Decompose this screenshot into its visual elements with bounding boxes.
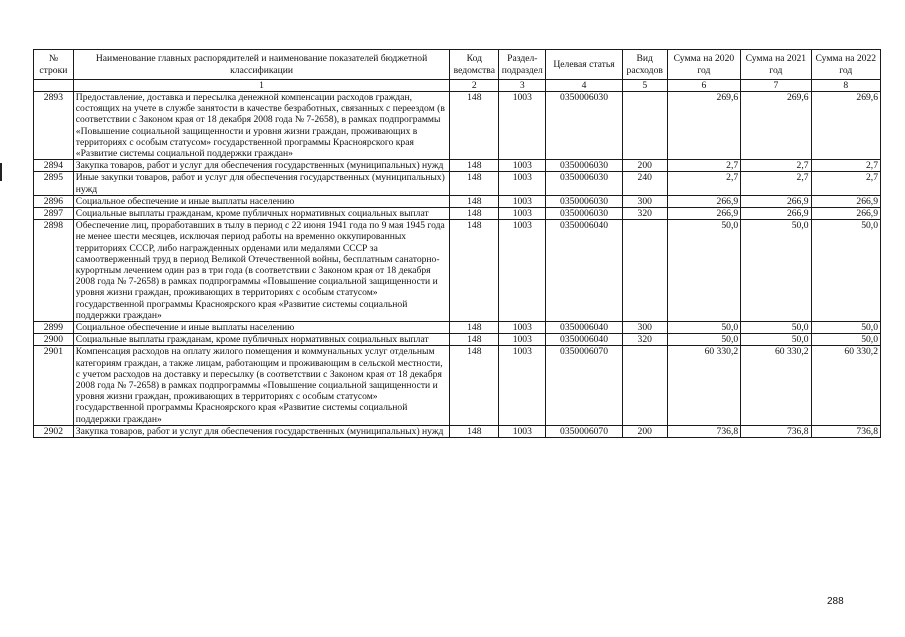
row-name: Закупка товаров, работ и услуг для обеспечения государственных (муниципальных) нужд <box>73 425 450 437</box>
row-target: 0350006070 <box>546 346 623 425</box>
column-number <box>34 80 74 92</box>
row-sum-2021: 266,9 <box>741 195 811 207</box>
row-sum-2021: 266,9 <box>741 208 811 220</box>
row-number: 2894 <box>34 160 74 172</box>
row-target: 0350006030 <box>546 172 623 195</box>
row-sum-2022: 2,7 <box>811 172 880 195</box>
table-row <box>34 322 881 334</box>
row-name: Обеспечение лиц, проработавших в тылу в период с 22 июня 1941 года по 9 мая 1945 года не менее шести месяцев, исключая период работы на временно оккупированных территориях СССР, либо награжденных орденами или медалями СССР за самоотверженный труд в период Великой Отечественной войны, бесплатным санаторно-курортным лечением один раз в три года (в соответствии с Законом края от 18 декабря 2008 года № 7-2658) в рамках подпрограммы «Повышение социальной защищенности и уровня жизни граждан, проживающих в территориях с особым статусом» государственной программы Красноярского края «Развитие системы социальной поддержки граждан» <box>73 220 450 322</box>
column-number: 8 <box>811 80 880 92</box>
row-section: 1003 <box>499 334 546 346</box>
row-number: 2898 <box>34 220 74 322</box>
row-target: 0350006030 <box>546 208 623 220</box>
row-target: 0350006040 <box>546 322 623 334</box>
row-name: Иные закупки товаров, работ и услуг для обеспечения государственных (муниципальных) нужд <box>73 172 450 195</box>
header-dept: Код ведомства <box>450 50 499 80</box>
row-dept: 148 <box>450 172 499 195</box>
row-type: 320 <box>622 208 667 220</box>
row-type: 240 <box>622 172 667 195</box>
row-dept: 148 <box>450 195 499 207</box>
row-section: 1003 <box>499 208 546 220</box>
column-number: 4 <box>546 80 623 92</box>
margin-mark <box>0 163 2 181</box>
row-number: 2900 <box>34 334 74 346</box>
row-type: 300 <box>622 322 667 334</box>
row-dept: 148 <box>450 334 499 346</box>
row-target: 0350006030 <box>546 195 623 207</box>
row-sum-2021: 2,7 <box>741 172 811 195</box>
table-row <box>34 208 881 220</box>
row-target: 0350006040 <box>546 220 623 322</box>
column-number: 1 <box>73 80 450 92</box>
row-type: 200 <box>622 425 667 437</box>
table-row <box>34 346 881 425</box>
row-sum-2022: 269,6 <box>811 92 880 160</box>
column-number: 6 <box>667 80 740 92</box>
row-number: 2901 <box>34 346 74 425</box>
row-sum-2021: 2,7 <box>741 160 811 172</box>
row-name: Социальное обеспечение и иные выплаты населению <box>73 322 450 334</box>
header-type: Вид расходов <box>622 50 667 80</box>
row-type: 320 <box>622 334 667 346</box>
row-sum-2021: 60 330,2 <box>741 346 811 425</box>
table-row <box>34 160 881 172</box>
row-name: Социальные выплаты гражданам, кроме публичных нормативных социальных выплат <box>73 208 450 220</box>
column-number: 7 <box>741 80 811 92</box>
row-type: 300 <box>622 195 667 207</box>
header-row-no: № строки <box>34 50 74 80</box>
row-sum-2020: 50,0 <box>667 220 740 322</box>
table-row <box>34 195 881 207</box>
row-name: Компенсация расходов на оплату жилого помещения и коммунальных услуг отдельным категориям граждан, а также лицам, работающим и проживающим в сельской местности, с учетом расходов на доставку и пересылку (в соответствии с Законом края от 18 декабря 2008 года № 7-2658) в рамках подпрограммы «Повышение социальной защищенности и уровня жизни граждан, проживающих в территориях с особым статусом» государственной программы Красноярского края «Развитие системы социальной поддержки граждан» <box>73 346 450 425</box>
row-dept: 148 <box>450 425 499 437</box>
row-sum-2022: 50,0 <box>811 322 880 334</box>
row-section: 1003 <box>499 92 546 160</box>
header-target: Целевая статья <box>546 50 623 80</box>
row-sum-2020: 736,8 <box>667 425 740 437</box>
row-sum-2020: 266,9 <box>667 195 740 207</box>
header-name: Наименование главных распорядителей и наименование показателей бюджетной классификации <box>73 50 450 80</box>
row-number: 2899 <box>34 322 74 334</box>
row-dept: 148 <box>450 220 499 322</box>
row-target: 0350006040 <box>546 334 623 346</box>
row-sum-2022: 266,9 <box>811 208 880 220</box>
row-type <box>622 346 667 425</box>
row-target: 0350006030 <box>546 160 623 172</box>
table-row <box>34 172 881 195</box>
header-2022: Сумма на 2022 год <box>811 50 880 80</box>
row-sum-2020: 2,7 <box>667 160 740 172</box>
row-section: 1003 <box>499 160 546 172</box>
row-sum-2020: 269,6 <box>667 92 740 160</box>
row-type <box>622 92 667 160</box>
row-number: 2897 <box>34 208 74 220</box>
row-number: 2893 <box>34 92 74 160</box>
row-dept: 148 <box>450 160 499 172</box>
page-number: 288 <box>827 596 844 607</box>
row-name: Закупка товаров, работ и услуг для обеспечения государственных (муниципальных) нужд <box>73 160 450 172</box>
row-type <box>622 220 667 322</box>
row-number: 2895 <box>34 172 74 195</box>
table-row <box>34 220 881 322</box>
row-section: 1003 <box>499 172 546 195</box>
row-sum-2022: 50,0 <box>811 334 880 346</box>
row-number: 2902 <box>34 425 74 437</box>
row-dept: 148 <box>450 346 499 425</box>
row-section: 1003 <box>499 220 546 322</box>
row-sum-2021: 50,0 <box>741 322 811 334</box>
row-section: 1003 <box>499 425 546 437</box>
row-target: 0350006070 <box>546 425 623 437</box>
row-dept: 148 <box>450 322 499 334</box>
row-section: 1003 <box>499 195 546 207</box>
row-section: 1003 <box>499 346 546 425</box>
header-section: Раздел-подраздел <box>499 50 546 80</box>
table-row <box>34 92 881 160</box>
row-sum-2022: 266,9 <box>811 195 880 207</box>
row-target: 0350006030 <box>546 92 623 160</box>
row-sum-2022: 50,0 <box>811 220 880 322</box>
row-dept: 148 <box>450 92 499 160</box>
row-dept: 148 <box>450 208 499 220</box>
row-sum-2020: 60 330,2 <box>667 346 740 425</box>
row-sum-2022: 2,7 <box>811 160 880 172</box>
table-row <box>34 425 881 437</box>
table-row <box>34 334 881 346</box>
budget-table <box>33 49 881 438</box>
column-number: 5 <box>622 80 667 92</box>
row-type: 200 <box>622 160 667 172</box>
row-sum-2021: 50,0 <box>741 334 811 346</box>
row-sum-2020: 50,0 <box>667 322 740 334</box>
row-name: Социальные выплаты гражданам, кроме публичных нормативных социальных выплат <box>73 334 450 346</box>
row-sum-2021: 50,0 <box>741 220 811 322</box>
row-sum-2022: 736,8 <box>811 425 880 437</box>
column-number-row <box>34 80 881 92</box>
row-number: 2896 <box>34 195 74 207</box>
row-name: Социальное обеспечение и иные выплаты населению <box>73 195 450 207</box>
row-sum-2022: 60 330,2 <box>811 346 880 425</box>
header-2021: Сумма на 2021 год <box>741 50 811 80</box>
column-number: 2 <box>450 80 499 92</box>
column-number: 3 <box>499 80 546 92</box>
row-section: 1003 <box>499 322 546 334</box>
row-sum-2020: 50,0 <box>667 334 740 346</box>
table-header <box>34 50 881 92</box>
header-2020: Сумма на 2020 год <box>667 50 740 80</box>
row-sum-2020: 2,7 <box>667 172 740 195</box>
row-sum-2021: 269,6 <box>741 92 811 160</box>
row-sum-2020: 266,9 <box>667 208 740 220</box>
row-sum-2021: 736,8 <box>741 425 811 437</box>
row-name: Предоставление, доставка и пересылка денежной компенсации расходов граждан, состоящих на учете в службе занятости в качестве безработных, связанных с переездом (в соответствии с Законом края от 18 декабря 2008 года № 7-2658), в рамках подпрограммы «Повышение социальной защищенности и уровня жизни граждан, проживающих в территориях с особым статусом» государственной программы Красноярского края «Развитие системы социальной поддержки граждан» <box>73 92 450 160</box>
